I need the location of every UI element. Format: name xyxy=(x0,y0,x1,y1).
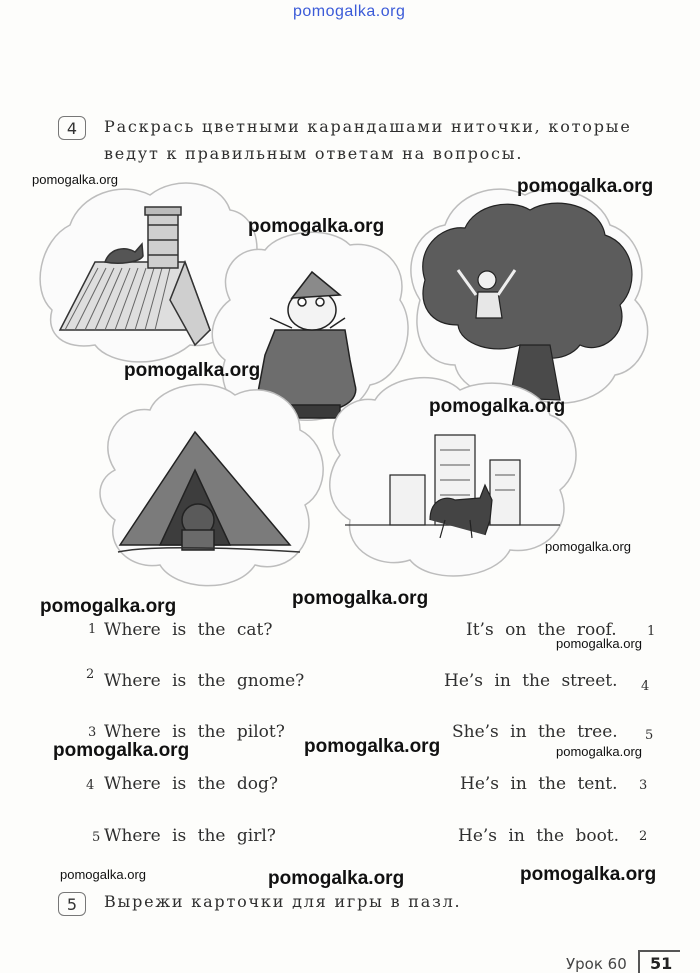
watermark[interactable]: pomogalka.org xyxy=(292,588,429,609)
answer-number: 2 xyxy=(639,829,648,844)
lesson-label: Урок 60 xyxy=(566,955,627,973)
question-number: 4 xyxy=(86,778,95,793)
answer-text: He’s in the boot. xyxy=(458,826,620,846)
answer-text: She’s in the tree. xyxy=(452,722,618,742)
watermark[interactable]: pomogalka.org xyxy=(32,172,118,187)
task-4-instruction-line2: ведут к правильным ответам на вопросы. xyxy=(104,144,524,163)
task-5-instruction: Вырежи карточки для игры в пазл. xyxy=(104,892,462,911)
task-4-number: 4 xyxy=(58,116,86,140)
watermark[interactable]: pomogalka.org xyxy=(60,867,146,882)
task-5-number: 5 xyxy=(58,892,86,916)
answer-number: 3 xyxy=(639,778,648,793)
watermark-top[interactable]: pomogalka.org xyxy=(293,3,406,20)
task-4-instruction-line1: Раскрась цветными карандашами ниточки, которые xyxy=(104,117,632,136)
question-text: Where is the cat? xyxy=(104,620,273,640)
watermark[interactable]: pomogalka.org xyxy=(53,740,190,761)
watermark[interactable]: pomogalka.org xyxy=(304,736,441,757)
watermark[interactable]: pomogalka.org xyxy=(429,396,566,417)
answer-number: 5 xyxy=(645,728,654,743)
question-number: 1 xyxy=(88,622,97,637)
watermark[interactable]: pomogalka.org xyxy=(556,744,642,759)
answer-text: He’s in the street. xyxy=(444,671,618,691)
watermark[interactable]: pomogalka.org xyxy=(248,216,385,237)
answer-number: 4 xyxy=(641,679,650,694)
answer-text: He’s in the tent. xyxy=(460,774,618,794)
question-text: Where is the dog? xyxy=(104,774,278,794)
question-number: 2 xyxy=(86,667,95,682)
question-text: Where is the gnome? xyxy=(104,671,305,691)
watermark[interactable]: pomogalka.org xyxy=(40,596,177,617)
answer-number: 1 xyxy=(647,624,656,639)
watermark[interactable]: pomogalka.org xyxy=(556,636,642,651)
question-text: Where is the pilot? xyxy=(104,722,285,742)
watermark[interactable]: pomogalka.org xyxy=(124,360,261,381)
watermark[interactable]: pomogalka.org xyxy=(517,176,654,197)
question-number: 5 xyxy=(92,830,101,845)
question-text: Where is the girl? xyxy=(104,826,276,846)
watermark[interactable]: pomogalka.org xyxy=(520,864,657,885)
question-number: 3 xyxy=(88,725,97,740)
watermark[interactable]: pomogalka.org xyxy=(268,868,405,889)
page-number: 51 xyxy=(638,950,680,973)
watermark[interactable]: pomogalka.org xyxy=(545,539,631,554)
answer-text: It’s on the roof. xyxy=(466,620,617,640)
